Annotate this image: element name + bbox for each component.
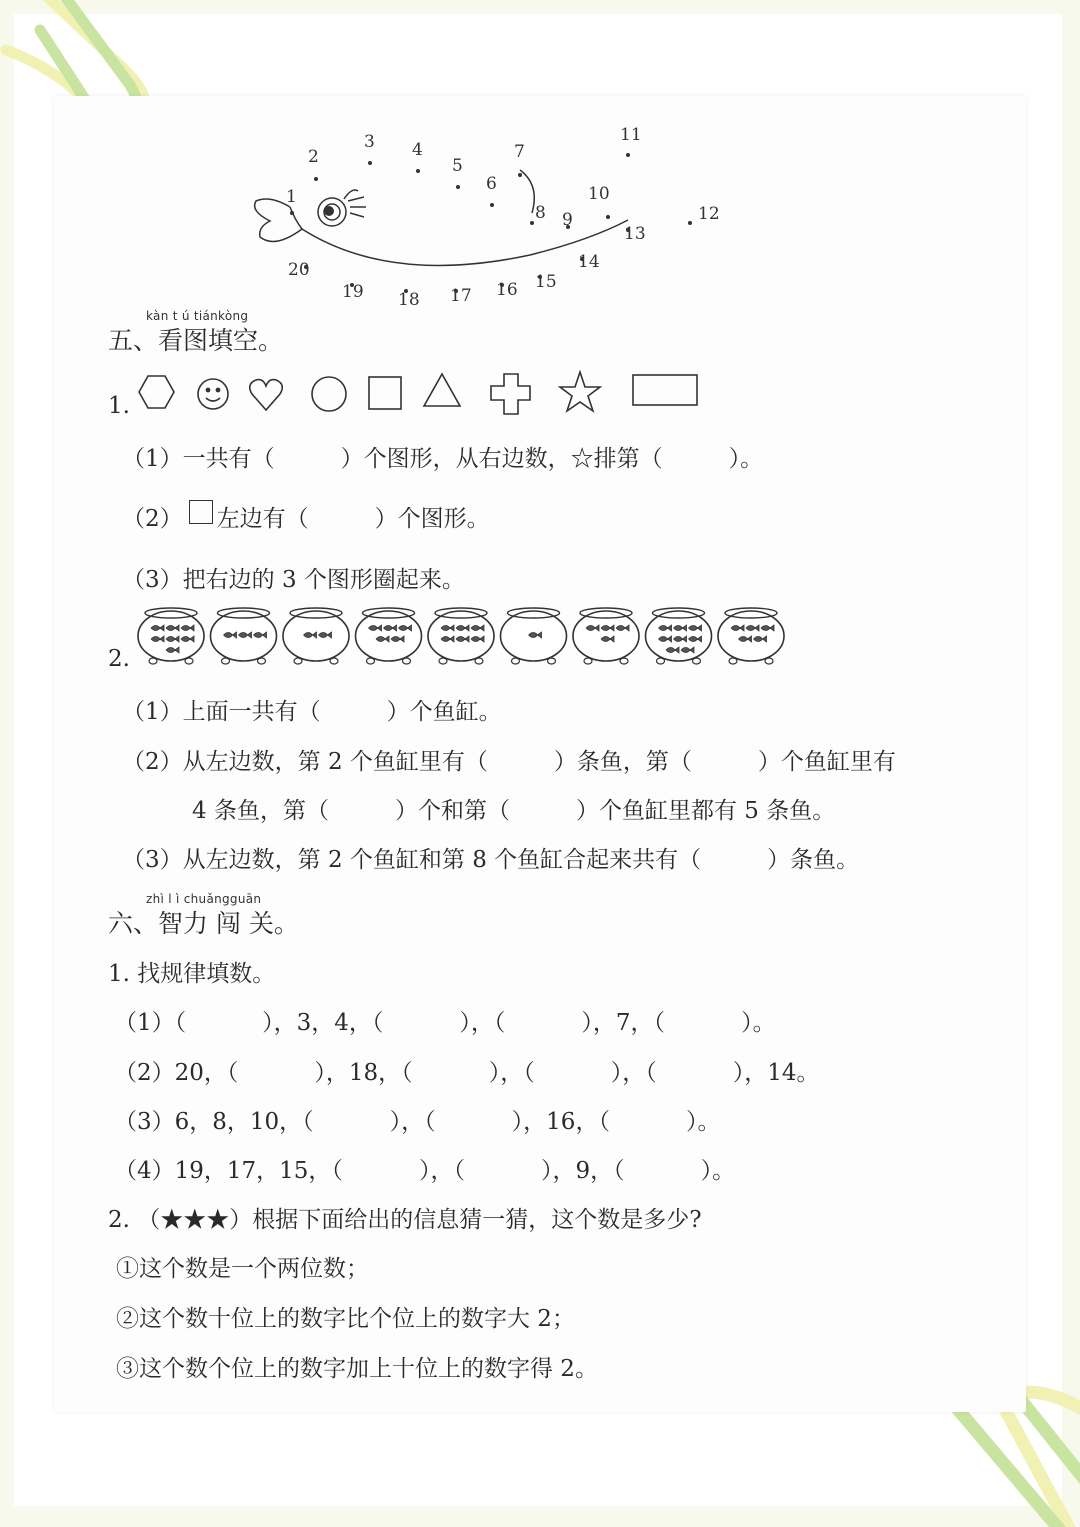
fishbowl-7 bbox=[573, 608, 639, 664]
pattern-label: 1. 找规律填数。 bbox=[108, 961, 276, 987]
heart-shape bbox=[250, 380, 283, 410]
dot-label-14: 14 bbox=[578, 252, 600, 272]
hexagon-shape bbox=[139, 376, 174, 408]
q2-line1: （1）上面一共有（ ）个鱼缸。 bbox=[122, 699, 502, 725]
dot-label-11: 11 bbox=[620, 125, 642, 145]
section5-title: 五、看图填空。 bbox=[108, 326, 284, 355]
dot-label-12: 12 bbox=[698, 204, 720, 224]
dot-6 bbox=[490, 203, 494, 207]
pattern-row-2: （2）20，（ ），18，（ ），（ ），（ ），14。 bbox=[114, 1060, 820, 1086]
dot-2 bbox=[314, 177, 318, 181]
section5-pinyin: kàn t ú tiánkòng bbox=[146, 309, 249, 323]
dot-12 bbox=[688, 221, 692, 225]
square-shape bbox=[369, 377, 401, 409]
dot-7 bbox=[518, 173, 522, 177]
dot-label-19: 19 bbox=[342, 282, 364, 302]
q2-line2: （2）从左边数，第 2 个鱼缸里有（ ）条鱼，第（ ）个鱼缸里有 bbox=[122, 749, 896, 775]
fishbowl-2 bbox=[211, 608, 277, 664]
rectangle-shape bbox=[633, 375, 697, 405]
cross-shape bbox=[491, 374, 530, 414]
dot-label-18: 18 bbox=[398, 290, 420, 310]
clue-1: ①这个数是一个两位数； bbox=[116, 1256, 369, 1282]
dot-label-15: 15 bbox=[535, 272, 557, 292]
section6-pinyin: zhì l ì chuǎngguān bbox=[146, 892, 262, 906]
fishbowl-6 bbox=[501, 608, 567, 664]
dot-label-5: 5 bbox=[452, 156, 463, 176]
smiley-shape bbox=[198, 379, 228, 409]
dot-3 bbox=[368, 161, 372, 165]
dot-label-17: 17 bbox=[450, 286, 472, 306]
triangle-shape bbox=[424, 374, 460, 406]
dot-1 bbox=[290, 211, 294, 215]
dot-10 bbox=[606, 215, 610, 219]
pattern-row-4: （4）19，17，15，（ ），（ ），9，（ ）。 bbox=[114, 1158, 736, 1184]
q1-line2: （2） 左边有（ ）个图形。 bbox=[122, 500, 490, 533]
dot-label-8: 8 bbox=[535, 203, 546, 223]
q2-line3: （3）从左边数，第 2 个鱼缸和第 8 个鱼缸合起来共有（ ）条鱼。 bbox=[122, 847, 860, 873]
dot-label-4: 4 bbox=[412, 140, 423, 160]
dot-label-7: 7 bbox=[514, 142, 525, 162]
clue-2: ②这个数十位上的数字比个位上的数字大 2； bbox=[116, 1306, 575, 1332]
dot-to-dot-fish bbox=[240, 125, 740, 310]
fishbowl-9 bbox=[718, 608, 784, 664]
clue-3: ③这个数个位上的数字加上十位上的数字得 2。 bbox=[116, 1356, 598, 1382]
q1-number: 1. bbox=[108, 393, 130, 419]
q1-line3: （3）把右边的 3 个图形圈起来。 bbox=[122, 567, 465, 593]
dot-label-10: 10 bbox=[588, 184, 610, 204]
fishbowl-1 bbox=[138, 608, 204, 664]
guess-question: 2. （★★★）根据下面给出的信息猜一猜，这个数是多少? bbox=[108, 1207, 702, 1233]
dot-label-13: 13 bbox=[624, 224, 646, 244]
dot-5 bbox=[456, 185, 460, 189]
dot-label-20: 20 bbox=[288, 260, 310, 280]
fishbowl-8 bbox=[646, 608, 712, 664]
dot-label-6: 6 bbox=[486, 174, 497, 194]
dot-label-1: 1 bbox=[286, 187, 297, 207]
q1-line1: （1）一共有（ ）个图形，从右边数，☆排第（ ）。 bbox=[122, 446, 764, 472]
star-shape bbox=[560, 372, 600, 411]
dot-8 bbox=[530, 221, 534, 225]
dot-label-9: 9 bbox=[562, 210, 573, 230]
fishbowl-4 bbox=[356, 608, 422, 664]
dot-label-16: 16 bbox=[496, 280, 518, 300]
pattern-row-3: （3）6，8，10，（ ），（ ），16，（ ）。 bbox=[114, 1109, 721, 1135]
circle-shape bbox=[312, 377, 346, 411]
dot-11 bbox=[626, 153, 630, 157]
fishbowl-row bbox=[134, 602, 794, 672]
fishbowl-3 bbox=[283, 608, 349, 664]
q2-number: 2. bbox=[108, 646, 130, 672]
square-icon bbox=[189, 500, 213, 524]
dot-label-3: 3 bbox=[364, 132, 375, 152]
q2-line2-cont: 4 条鱼，第（ ）个和第（ ）个鱼缸里都有 5 条鱼。 bbox=[192, 798, 836, 824]
fishbowl-5 bbox=[428, 608, 494, 664]
dot-4 bbox=[416, 169, 420, 173]
pattern-row-1: （1）（ ），3，4，（ ），（ ），7，（ ）。 bbox=[114, 1010, 776, 1036]
section6-title: 六、智力 闯 关。 bbox=[108, 909, 299, 938]
dot-label-2: 2 bbox=[308, 147, 319, 167]
